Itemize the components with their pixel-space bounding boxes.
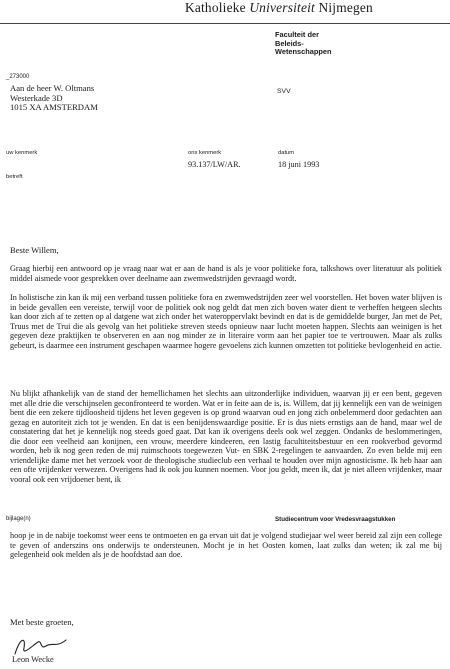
institution-part1: Katholieke bbox=[185, 0, 246, 15]
ons-kenmerk-value: 93.137/LW/AR. bbox=[188, 160, 241, 169]
uw-kenmerk-label: uw kenmerk bbox=[6, 150, 38, 156]
studiecentrum-label: Studiecentrum voor Vredesvraagstukken bbox=[275, 516, 396, 523]
svv-code: SVV bbox=[277, 88, 291, 95]
address-line: 1015 XA AMSTERDAM bbox=[10, 102, 98, 113]
faculty-line: Wetenschappen bbox=[275, 47, 332, 57]
recipient-address bbox=[10, 84, 98, 113]
faculty-line: Faculteit der bbox=[275, 30, 319, 39]
bijlagen-label: bijlage(n) bbox=[6, 516, 31, 522]
closing: Met beste groeten, bbox=[10, 617, 74, 627]
institution-part2: Universiteit bbox=[249, 0, 315, 15]
greeting: Beste Willem, bbox=[10, 245, 59, 255]
reference-code: _273000 bbox=[6, 74, 30, 80]
paragraph-1: Graag hierbij een antwoord op je vraag naar wat er aan de hand is als je voor politieke fora, talkshows over literatuur als politiek middel aismede voor gesprekken over deelname aan zwemwedstrijden gevraagd wordt. bbox=[10, 264, 442, 283]
signature-name: Leon Wecke bbox=[12, 655, 54, 664]
paragraph-3: Nu blijkt afhankelijk van de stand der hemellichamen het slechts aan uitzonderlijke individuen, waarvan jij er een bent, gegeven met alle drie die verschijnselen geconfronteerd te worden. Wat er in feite aan de is, is. Willem, dat jij kennelijk een van de weinigen bent die een zekere tijdloosheid tijdens het leven gegeven is op grond waarvan oud en jong zich onbelemmerd door gedachten aan gezag en autoriteit zich tot je wenden. En dat is een benijdenswaardige positie. Er is dus niets ernstigs aan de hand, maar wel de constatering dat het je kennelijk nog steeds goed gaat. Dat kan ik overigens deels ook wel zeggen. Ondanks de beslommeringen, die door een veelheid aan konijnen, een vrouw, meerdere kindeeren, een lastig facultiteitsbestuur en een rookverbod gevormd worden, heb ik nog geen reden de mij ruimschoots toegewezen Vut- en SBK 2-regelingen te aanvaarden. Zo even belde mij een vriendelijke dame met het verzoek voor de theologische studieclub een verhaal te houden over mijn agnosticisme. Ik heb haar aan een ofte vrijdenker verwezen. Overigens had ik ook jou kunnen noemen. Voor jou geldt, meen ik, dat je niet alleen vrijdenker, maar vooral ook een vrijdoener bent, ik bbox=[10, 389, 442, 484]
address-line: Westerkade 3D bbox=[10, 92, 63, 103]
institution-name bbox=[185, 0, 373, 16]
betreft-label: betreft bbox=[6, 174, 23, 180]
faculty-block bbox=[275, 31, 365, 57]
datum-label: datum bbox=[278, 150, 295, 156]
institution-part3: Nijmegen bbox=[318, 0, 373, 15]
ons-kenmerk-label: ons kenmerk bbox=[188, 150, 222, 156]
paragraph-2: In holistische zin kan ik mij een verband tussen politieke fora en zwemwedstrijden zeer wel voorstellen. Het boven water blijven is in beide gevallen een vereiste, terwijl voor de politiek ook nog geldt dat men zich boven water dient te verheffen hetgeen slechts kan door zich af te zetten op al datgene wat zich onder het wateroppervlakt bevindt en dat is de gemiddelde burger, Jan met de Pet, Truus met de Trui die als gevolg van het politieke streven steeds opnieuw naar lucht moeten happen. Slechts aan weinigen is het gegeven deze praktijken te observeren en aan nog minder ze in literaire vorm aan het papier toe te vertrouwen. Maar als zulks gebeurt, is daarmee een instrument geschapen waarmee hogere gevoelens zich kunnen omzetten tot politieke bevlogenheid en actie. bbox=[10, 293, 442, 350]
datum-value: 18 juni 1993 bbox=[278, 160, 320, 169]
header-rule bbox=[0, 23, 450, 24]
address-line: Aan de heer W. Oltmans bbox=[10, 83, 95, 93]
continuation-paragraph: hoop je in de nabije toekomst weer eens te ontmoeten en ga ervan uit dat je volgend studiejaar wel weer bereid zal zijn een college te geven of anderszins ons onderwijs te ondersteunen. Mocht je in het Oosten komen, laat zulks dan weten; ik zal me bij gelegenheid ook melden als je de hoofdstad aan doe. bbox=[10, 531, 442, 560]
faculty-line: Beleids- bbox=[275, 38, 304, 48]
